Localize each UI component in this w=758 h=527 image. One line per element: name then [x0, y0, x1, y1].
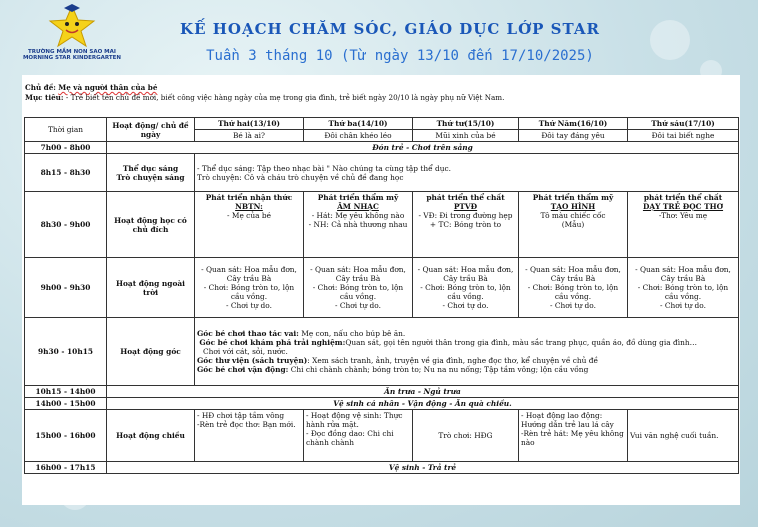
- star-mascot-icon: [48, 4, 96, 48]
- table-row: [25, 462, 739, 474]
- table-row: [25, 410, 739, 462]
- activity-cell: Hoạt động chiều: [107, 410, 195, 462]
- afternoon-cell: Vui văn nghệ cuối tuần.: [628, 410, 739, 462]
- header-row: [25, 118, 739, 130]
- lesson-content: Tô màu chiếc cốc (Mẫu): [540, 211, 606, 229]
- corner-label: Góc bé chơi thao tác vai:: [197, 329, 299, 338]
- corner-text: : Xem sách tranh, ảnh, truyện về gia đình, nghe đọc thơ, kể chuyện về chủ đề: [307, 356, 599, 365]
- lesson-cell: [195, 192, 304, 258]
- corner-activity-cell: [195, 318, 739, 386]
- lesson-cell: [628, 192, 739, 258]
- plan-info: [25, 83, 737, 103]
- lesson-area: Phát triển thẩm mỹ: [532, 193, 614, 202]
- day-header: Thứ ba(14/10): [304, 118, 413, 130]
- day-topic: Mũi xinh của bé: [413, 130, 519, 142]
- time-cell: 14h00 - 15h00: [25, 398, 107, 410]
- activity-cell: Hoạt động học có chủ đích: [107, 192, 195, 258]
- outdoor-cell: - Quan sát: Hoa mẫu đơn, Cây trầu Bà - Chơi: Bóng tròn to, lộn cầu vồng. - Chơi tự do.: [304, 258, 413, 318]
- outdoor-cell: - Quan sát: Hoa mẫu đơn, Cây trầu Bà - Chơi: Bóng tròn to, lộn cầu vồng. - Chơi tự do.: [628, 258, 739, 318]
- merged-activity: Vệ sinh cá nhân - Vận động - Ăn quà chiều.: [107, 398, 739, 410]
- lesson-cell: [519, 192, 628, 258]
- day-header: Thứ tư(15/10): [413, 118, 519, 130]
- day-header: Thứ Năm(16/10): [519, 118, 628, 130]
- corner-text: Chi chi chành chành; bóng tròn to; Nu na nu nống; Tập tầm vông; lộn cầu vồng: [288, 365, 589, 374]
- lesson-subject: PTVĐ: [453, 202, 478, 211]
- goal-label: Mục tiêu:: [25, 93, 64, 102]
- table-row: [25, 318, 739, 386]
- corner-text: Chơi với cát, sỏi, nước.: [203, 347, 288, 356]
- page-title: KẾ HOẠCH CHĂM SÓC, GIÁO DỤC LỚP STAR: [180, 20, 600, 38]
- activity-cell: Hoạt động ngoài trời: [107, 258, 195, 318]
- activity-cell: Hoạt động góc: [107, 318, 195, 386]
- lesson-content: - Hát: Mẹ yêu không nào - NH: Cả nhà thương nhau: [308, 211, 408, 229]
- time-cell: 9h00 - 9h30: [25, 258, 107, 318]
- day-topic: Đôi tai biết nghe: [628, 130, 739, 142]
- table-row: [25, 192, 739, 258]
- merged-activity: Đón trẻ - Chơi trên sảng: [107, 142, 739, 154]
- afternoon-cell: - Hoạt động vệ sinh: Thực hành rửa mặt. - Đọc đồng dao: Chi chi chành chành: [304, 410, 413, 462]
- schedule-table: [24, 117, 739, 474]
- time-cell: 9h30 - 10h15: [25, 318, 107, 386]
- time-cell: 7h00 - 8h00: [25, 142, 107, 154]
- day-topic: Bé là ai?: [195, 130, 304, 142]
- table-row: [25, 398, 739, 410]
- lesson-area: Phát triển thẩm mỹ: [317, 193, 399, 202]
- afternoon-cell: Trò chơi: HĐG: [413, 410, 519, 462]
- day-topic: Đôi tay đáng yêu: [519, 130, 628, 142]
- school-logo: [18, 4, 123, 62]
- corner-label: Góc bé chơi khám phá trải nghiệm:: [199, 338, 346, 347]
- merged-activity: Vệ sinh - Trả trẻ: [107, 462, 739, 474]
- school-name: TRƯỜNG MẦM NON SAO MAI MORNING STAR KINDERGARTEN: [22, 49, 122, 61]
- table-row: [25, 142, 739, 154]
- lesson-subject: TẠO HÌNH: [550, 202, 596, 211]
- day-header: Thứ sáu(17/10): [628, 118, 739, 130]
- lesson-subject: DẠY TRẺ ĐỌC THƠ: [642, 202, 724, 211]
- plan-sheet: [22, 75, 740, 505]
- lesson-cell: [304, 192, 413, 258]
- outdoor-cell: - Quan sát: Hoa mẫu đơn, Cây trầu Bà - Chơi: Bóng tròn to, lộn cầu vồng. - Chơi tự do.: [413, 258, 519, 318]
- topic-label: Chủ đề:: [25, 83, 56, 92]
- lesson-area: phát triển thể chất: [643, 193, 723, 202]
- lesson-cell: [413, 192, 519, 258]
- lesson-subject: NBTN:: [235, 202, 263, 211]
- topic-text: Mẹ và người thân của bé: [58, 83, 158, 92]
- merged-activity: Ăn trưa - Ngủ trưa: [107, 386, 739, 398]
- activity-cell: Thể dục sáng Trò chuyện sáng: [107, 154, 195, 192]
- corner-label: Góc bé chơi vận động:: [197, 365, 289, 374]
- corner-text: Mẹ con, nấu cho búp bê ăn.: [298, 329, 406, 338]
- time-header: Thời gian: [25, 118, 107, 142]
- lesson-area: Phát triển nhận thức: [205, 193, 293, 202]
- time-cell: 8h15 - 8h30: [25, 154, 107, 192]
- lesson-subject: ÂM NHẠC: [337, 202, 379, 211]
- time-cell: 10h15 - 14h00: [25, 386, 107, 398]
- outdoor-cell: - Quan sát: Hoa mẫu đơn, Cây trầu Bà - Chơi: Bóng tròn to, lộn cầu vồng. - Chơi tự do.: [195, 258, 304, 318]
- goal-text: - Trẻ biết tên chủ đề mới, biết công việc hàng ngày của mẹ trong gia đình, trẻ biết ngày 20/10 là ngày phụ nữ Việt Nam.: [65, 93, 505, 102]
- lesson-area: phát triển thể chất: [426, 193, 505, 202]
- lesson-content: - Mẹ của bé: [227, 211, 271, 220]
- corner-label: Góc thư viện (sách truyện): [197, 356, 308, 365]
- outdoor-cell: - Quan sát: Hoa mẫu đơn, Cây trầu Bà - Chơi: Bóng tròn to, lộn cầu vồng. - Chơi tự do.: [519, 258, 628, 318]
- time-cell: 16h00 - 17h15: [25, 462, 107, 474]
- time-cell: 15h00 - 16h00: [25, 410, 107, 462]
- lesson-content: -Thơ: Yêu mẹ: [658, 211, 708, 220]
- table-row: [25, 386, 739, 398]
- afternoon-cell: - Hoạt động lao động: Hướng dẫn trẻ lau lá cây -Rèn trẻ hát: Mẹ yêu không nào: [519, 410, 628, 462]
- morning-exercise-cell: [195, 154, 739, 192]
- exercise-line: - Thể dục sáng: Tập theo nhạc bài " Nào chúng ta cùng tập thể dục.: [197, 163, 451, 173]
- page-subtitle: Tuần 3 tháng 10 (Từ ngày 13/10 đến 17/10/2025): [206, 48, 594, 64]
- chat-line: Trò chuyện: Cô và cháu trò chuyện về chủ đề đang học: [197, 172, 404, 182]
- time-cell: 8h30 - 9h00: [25, 192, 107, 258]
- day-topic: Đôi chân khéo léo: [304, 130, 413, 142]
- corner-text: Quan sát, gọi tên người thân trong gia đình, màu sắc trang phục, quần áo, đồ dùng gia đình…: [345, 338, 698, 347]
- table-row: [25, 154, 739, 192]
- table-row: [25, 258, 739, 318]
- lesson-content: - VĐ: Đi trong đường hẹp + TC: Bóng tròn to: [418, 211, 513, 229]
- activity-header: Hoạt động/ chủ đề ngày: [107, 118, 195, 142]
- afternoon-cell: - HĐ chơi tập tầm vông -Rèn trẻ đọc thơ: Bạn mới.: [195, 410, 304, 462]
- day-header: Thứ hai(13/10): [195, 118, 304, 130]
